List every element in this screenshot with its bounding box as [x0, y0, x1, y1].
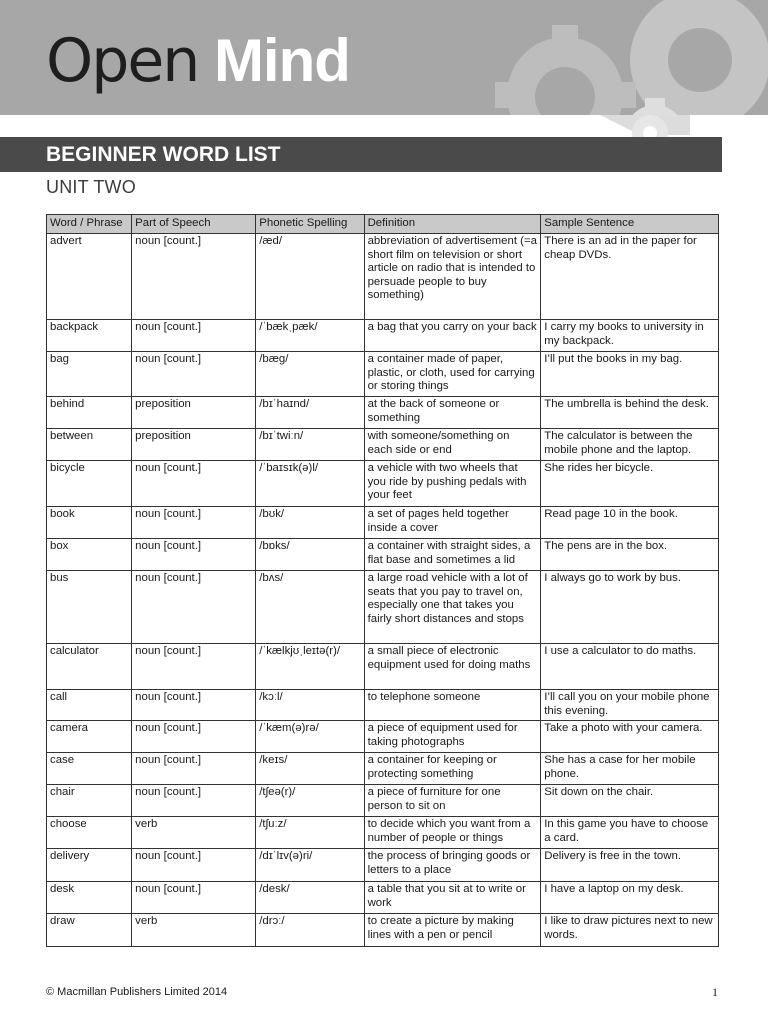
part-of-speech-cell: noun [count.] — [132, 352, 256, 397]
table-row — [47, 352, 719, 397]
phonetic-cell: /bæg/ — [256, 352, 364, 397]
word-cell: delivery — [47, 849, 132, 882]
word-cell: between — [47, 429, 132, 461]
part-of-speech-cell: noun [count.] — [132, 234, 256, 320]
part-of-speech-cell: noun [count.] — [132, 539, 256, 571]
table-row — [47, 785, 719, 817]
part-of-speech-cell: noun [count.] — [132, 721, 256, 753]
definition-cell: to decide which you want from a number of people or things — [364, 817, 541, 849]
phonetic-cell: /tʃeə(r)/ — [256, 785, 364, 817]
word-cell: chair — [47, 785, 132, 817]
phonetic-cell: /kɔːl/ — [256, 690, 364, 721]
table-header-row — [47, 215, 719, 234]
word-cell: draw — [47, 914, 132, 947]
part-of-speech-cell: noun [count.] — [132, 882, 256, 914]
phonetic-cell: /æd/ — [256, 234, 364, 320]
definition-cell: with someone/something on each side or end — [364, 429, 541, 461]
sample-sentence-cell: The umbrella is behind the desk. — [541, 397, 719, 429]
phonetic-cell: /keɪs/ — [256, 753, 364, 785]
definition-cell: a piece of furniture for one person to sit on — [364, 785, 541, 817]
word-cell: camera — [47, 721, 132, 753]
column-header-sample: Sample Sentence — [541, 215, 719, 234]
sample-sentence-cell: Read page 10 in the book. — [541, 507, 719, 539]
brand-logo — [46, 26, 350, 96]
word-cell: choose — [47, 817, 132, 849]
part-of-speech-cell: verb — [132, 817, 256, 849]
definition-cell: a small piece of electronic equipment used for doing maths — [364, 644, 541, 690]
definition-cell: a container with straight sides, a flat base and sometimes a lid — [364, 539, 541, 571]
part-of-speech-cell: noun [count.] — [132, 320, 256, 352]
part-of-speech-cell: noun [count.] — [132, 571, 256, 644]
phonetic-cell: /bɪˈhaɪnd/ — [256, 397, 364, 429]
word-cell: case — [47, 753, 132, 785]
part-of-speech-cell: noun [count.] — [132, 785, 256, 817]
phonetic-cell: /ˈbækˌpæk/ — [256, 320, 364, 352]
table-row — [47, 817, 719, 849]
phonetic-cell: /desk/ — [256, 882, 364, 914]
definition-cell: abbreviation of advertisement (=a short film on television or short article on radio that is intended to persuade people to buy something) — [364, 234, 541, 320]
word-cell: bus — [47, 571, 132, 644]
sample-sentence-cell: Delivery is free in the town. — [541, 849, 719, 882]
word-cell: book — [47, 507, 132, 539]
table-row — [47, 882, 719, 914]
page-number: 1 — [712, 985, 718, 999]
definition-cell: a container for keeping or protecting something — [364, 753, 541, 785]
phonetic-cell: /bʊk/ — [256, 507, 364, 539]
definition-cell: a vehicle with two wheels that you ride by pushing pedals with your feet — [364, 461, 541, 507]
phonetic-cell: /bʌs/ — [256, 571, 364, 644]
sample-sentence-cell: She has a case for her mobile phone. — [541, 753, 719, 785]
table-row — [47, 539, 719, 571]
word-cell: calculator — [47, 644, 132, 690]
sample-sentence-cell: I use a calculator to do maths. — [541, 644, 719, 690]
part-of-speech-cell: preposition — [132, 397, 256, 429]
word-cell: bicycle — [47, 461, 132, 507]
word-cell: call — [47, 690, 132, 721]
sample-sentence-cell: The calculator is between the mobile phone and the laptop. — [541, 429, 719, 461]
sample-sentence-cell: The pens are in the box. — [541, 539, 719, 571]
word-cell: behind — [47, 397, 132, 429]
column-header-part-of-speech: Part of Speech — [132, 215, 256, 234]
column-header-phonetic: Phonetic Spelling — [256, 215, 364, 234]
definition-cell: a container made of paper, plastic, or cloth, used for carrying or storing things — [364, 352, 541, 397]
table-row — [47, 644, 719, 690]
part-of-speech-cell: noun [count.] — [132, 644, 256, 690]
brand-light: Open — [46, 26, 199, 96]
title-bar — [0, 137, 722, 172]
brand-bold: Mind — [213, 27, 350, 94]
definition-cell: the process of bringing goods or letters to a place — [364, 849, 541, 882]
phonetic-cell: /drɔː/ — [256, 914, 364, 947]
table-row — [47, 320, 719, 352]
part-of-speech-cell: noun [count.] — [132, 507, 256, 539]
table-row — [47, 461, 719, 507]
table-row — [47, 721, 719, 753]
sample-sentence-cell: I’ll put the books in my bag. — [541, 352, 719, 397]
definition-cell: a set of pages held together inside a cover — [364, 507, 541, 539]
definition-cell: at the back of someone or something — [364, 397, 541, 429]
column-header-definition: Definition — [364, 215, 541, 234]
phonetic-cell: /dɪˈlɪv(ə)ri/ — [256, 849, 364, 882]
word-cell: advert — [47, 234, 132, 320]
table-row — [47, 429, 719, 461]
sample-sentence-cell: She rides her bicycle. — [541, 461, 719, 507]
phonetic-cell: /ˈkælkjʊˌleɪtə(r)/ — [256, 644, 364, 690]
sample-sentence-cell: Sit down on the chair. — [541, 785, 719, 817]
sample-sentence-cell: There is an ad in the paper for cheap DVDs. — [541, 234, 719, 320]
column-header-word: Word / Phrase — [47, 215, 132, 234]
phonetic-cell: /ˈkæm(ə)rə/ — [256, 721, 364, 753]
table-row — [47, 507, 719, 539]
phonetic-cell: /bɪˈtwiːn/ — [256, 429, 364, 461]
phonetic-cell: /tʃuːz/ — [256, 817, 364, 849]
part-of-speech-cell: preposition — [132, 429, 256, 461]
table-row — [47, 849, 719, 882]
table-row — [47, 914, 719, 947]
phonetic-cell: /ˈbaɪsɪk(ə)l/ — [256, 461, 364, 507]
definition-cell: to telephone someone — [364, 690, 541, 721]
sample-sentence-cell: I have a laptop on my desk. — [541, 882, 719, 914]
sample-sentence-cell: In this game you have to choose a card. — [541, 817, 719, 849]
sample-sentence-cell: Take a photo with your camera. — [541, 721, 719, 753]
word-list-table — [46, 214, 719, 947]
sample-sentence-cell: I’ll call you on your mobile phone this evening. — [541, 690, 719, 721]
sample-sentence-cell: I carry my books to university in my backpack. — [541, 320, 719, 352]
sample-sentence-cell: I always go to work by bus. — [541, 571, 719, 644]
definition-cell: to create a picture by making lines with a pen or pencil — [364, 914, 541, 947]
table-row — [47, 753, 719, 785]
copyright-notice: © Macmillan Publishers Limited 2014 — [46, 986, 228, 998]
part-of-speech-cell: noun [count.] — [132, 849, 256, 882]
table-row — [47, 397, 719, 429]
word-cell: backpack — [47, 320, 132, 352]
definition-cell: a bag that you carry on your back — [364, 320, 541, 352]
definition-cell: a table that you sit at to write or work — [364, 882, 541, 914]
definition-cell: a piece of equipment used for taking photographs — [364, 721, 541, 753]
part-of-speech-cell: noun [count.] — [132, 690, 256, 721]
unit-heading: UNIT TWO — [46, 177, 136, 197]
word-cell: bag — [47, 352, 132, 397]
definition-cell: a large road vehicle with a lot of seats that you pay to travel on, especially one that takes you fairly short distances and stops — [364, 571, 541, 644]
page-title: BEGINNER WORD LIST — [46, 143, 281, 166]
table-row — [47, 571, 719, 644]
part-of-speech-cell: noun [count.] — [132, 753, 256, 785]
table-row — [47, 690, 719, 721]
phonetic-cell: /bɒks/ — [256, 539, 364, 571]
word-cell: box — [47, 539, 132, 571]
word-cell: desk — [47, 882, 132, 914]
sample-sentence-cell: I like to draw pictures next to new words. — [541, 914, 719, 947]
part-of-speech-cell: verb — [132, 914, 256, 947]
part-of-speech-cell: noun [count.] — [132, 461, 256, 507]
table-row — [47, 234, 719, 320]
